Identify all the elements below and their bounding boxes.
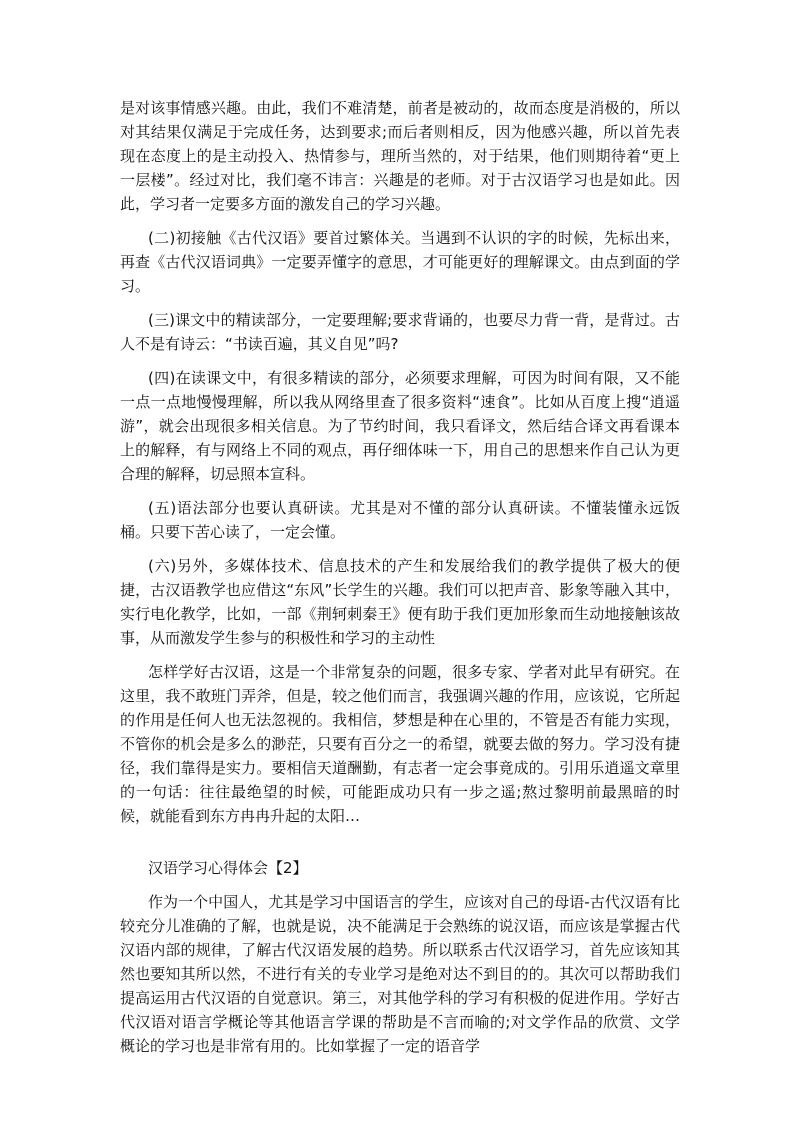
- paragraph-point-2: (二)初接触《古代汉语》要首过繁体关。当遇到不认识的字的时候，先标出来，再查《古代汉语词典》一定要弄懂字的意思，才可能更好的理解课文。由点到面的学习。: [120, 229, 680, 295]
- paragraph-point-5: (五)语法部分也要认真研读。尤其是对不懂的部分认真研读。不懂装懂永远饭桶。只要下苦心读了，一定会懂。: [120, 499, 680, 541]
- section-heading: 汉语学习心得体会【2】: [148, 859, 308, 877]
- paragraph-point-4: (四)在读课文中，有很多精读的部分，必须要求理解，可因为时间有限，又不能一点一点地慢慢理解，所以我从网络里查了很多资料“速食”。比如从百度上搜“逍遥游”，就会出现很多相关信息。为了节约时间，我只看译文，然后结合译文再看课本上的解释，有与网络上不同的观点，再仔细体味一下，用自己的思想来作自己认为更合理的解释，切忌照本宣科。: [120, 369, 680, 483]
- paragraph-conclusion: 怎样学好古汉语，这是一个非常复杂的问题，很多专家、学者对此早有研究。在这里，我不敢班门弄斧，但是，较之他们而言，我强调兴趣的作用，应该说，它所起的作用是任何人也无法忽视的。我相信，梦想是种在心里的，不管是否有能力实现，不管你的机会是多么的渺茫，只要有百分之一的希望，就要去做的努力。学习没有捷径，我们靠得是实力。要相信天道酬勤，有志者一定会事竟成的。引用乐逍遥文章里的一句话：往往最绝望的时候，可能距成功只有一步之遥;熬过黎明前最黑暗的时候，就能看到东方冉冉升起的太阳…: [120, 663, 680, 825]
- paragraph-section-2-intro: 作为一个中国人，尤其是学习中国语言的学生，应该对自己的母语-古代汉语有比较充分儿准确的了解，也就是说，决不能满足于会熟练的说汉语，而应该是掌握古代汉语内部的规律，了解古代汉语发展的趋势。所以联系古代汉语学习，首先应该知其然也要知其所以然，不进行有关的专业学习是绝对达不到目的的。其次可以帮助我们提高运用古代汉语的自觉意识。第三，对其他学科的学习有积极的促进作用。学好古代汉语对语言学概论等其他语言学课的帮助是不言而喻的;对文学作品的欣赏、文学概论的学习也是非常有用的。比如掌握了一定的语音学: [120, 893, 680, 1055]
- document-body: [120, 96, 680, 1068]
- paragraph-point-6: (六)另外，多媒体技术、信息技术的产生和发展给我们的教学提供了极大的便捷，古汉语教学也应借这“东风”长学生的兴趣。我们可以把声音、影象等融入其中，实行电化教学，比如，一部《荆轲刺秦王》便有助于我们更加形象而生动地接触该故事，从而激发学生参与的积极性和学习的主动性: [120, 557, 680, 647]
- paragraph-continuation: 是对该事情感兴趣。由此，我们不难清楚，前者是被动的，故而态度是消极的，所以对其结果仅满足于完成任务，达到要求;而后者则相反，因为他感兴趣，所以首先表现在态度上的是主动投入、热情参与，理所当然的，对于结果，他们则期待着“更上一层楼”。经过对比，我们毫不讳言：兴趣是的老师。对于古汉语学习也是如此。因此，学习者一定要多方面的激发自己的学习兴趣。: [120, 99, 680, 213]
- paragraph-point-3: (三)课文中的精读部分，一定要理解;要求背诵的，也要尽力背一背，是背过。古人不是有诗云：“书读百遍，其义自见”吗?: [120, 311, 680, 353]
